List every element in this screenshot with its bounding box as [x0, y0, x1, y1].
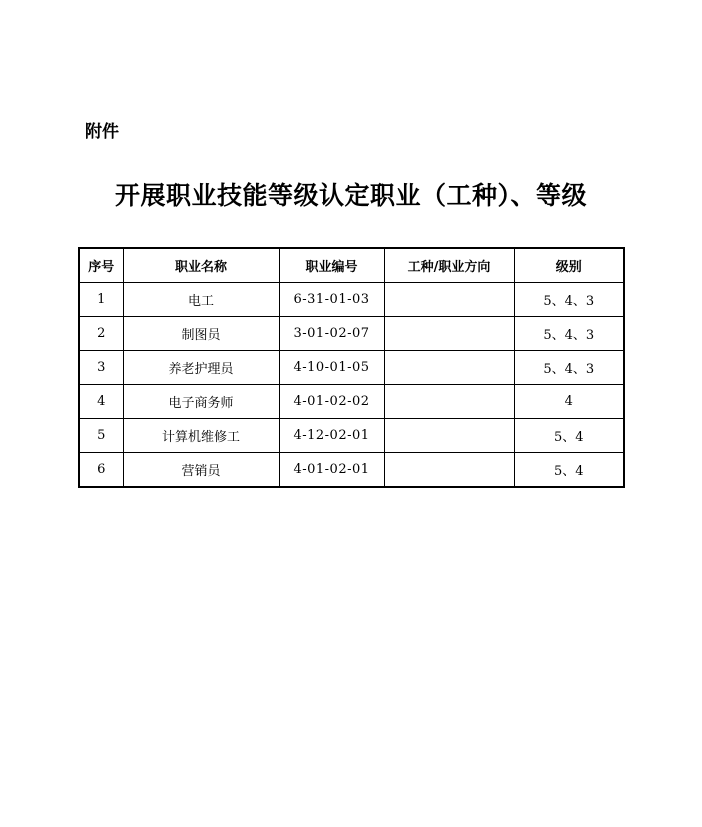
document-title: 开展职业技能等级认定职业（工种）、等级	[114, 181, 587, 210]
table-header-row	[79, 248, 624, 283]
cell-occupation-name: 计算机维修工	[123, 419, 279, 453]
table-row	[79, 351, 624, 385]
cell-work-type-direction	[384, 283, 514, 317]
cell-work-type-direction	[384, 385, 514, 419]
cell-serial-number: 6	[79, 453, 123, 488]
cell-level: 5、4	[514, 453, 624, 488]
cell-work-type-direction	[384, 317, 514, 351]
cell-work-type-direction	[384, 419, 514, 453]
cell-serial-number: 1	[79, 283, 123, 317]
cell-occupation-code: 6-31-01-03	[279, 283, 384, 317]
cell-occupation-code: 4-01-02-01	[279, 453, 384, 488]
cell-occupation-name: 电工	[123, 283, 279, 317]
table-row	[79, 453, 624, 488]
cell-level: 5、4、3	[514, 283, 624, 317]
header-work-type-direction: 工种/职业方向	[384, 248, 514, 283]
cell-occupation-code: 4-12-02-01	[279, 419, 384, 453]
cell-work-type-direction	[384, 453, 514, 488]
header-occupation-code: 职业编号	[279, 248, 384, 283]
cell-work-type-direction	[384, 351, 514, 385]
table-row	[79, 283, 624, 317]
cell-level: 5、4	[514, 419, 624, 453]
header-serial-number: 序号	[79, 248, 123, 283]
header-level: 级别	[514, 248, 624, 283]
cell-occupation-code: 4-01-02-02	[279, 385, 384, 419]
cell-serial-number: 4	[79, 385, 123, 419]
cell-level: 5、4、3	[514, 351, 624, 385]
table-row	[79, 385, 624, 419]
cell-occupation-name: 制图员	[123, 317, 279, 351]
cell-serial-number: 3	[79, 351, 123, 385]
attachment-label: 附件	[85, 122, 119, 142]
table-row	[79, 419, 624, 453]
cell-serial-number: 5	[79, 419, 123, 453]
cell-serial-number: 2	[79, 317, 123, 351]
header-occupation-name: 职业名称	[123, 248, 279, 283]
occupation-table	[78, 247, 625, 488]
cell-occupation-code: 3-01-02-07	[279, 317, 384, 351]
cell-occupation-name: 养老护理员	[123, 351, 279, 385]
cell-level: 5、4、3	[514, 317, 624, 351]
cell-occupation-code: 4-10-01-05	[279, 351, 384, 385]
table-row	[79, 317, 624, 351]
cell-occupation-name: 营销员	[123, 453, 279, 488]
cell-occupation-name: 电子商务师	[123, 385, 279, 419]
cell-level: 4	[514, 385, 624, 419]
